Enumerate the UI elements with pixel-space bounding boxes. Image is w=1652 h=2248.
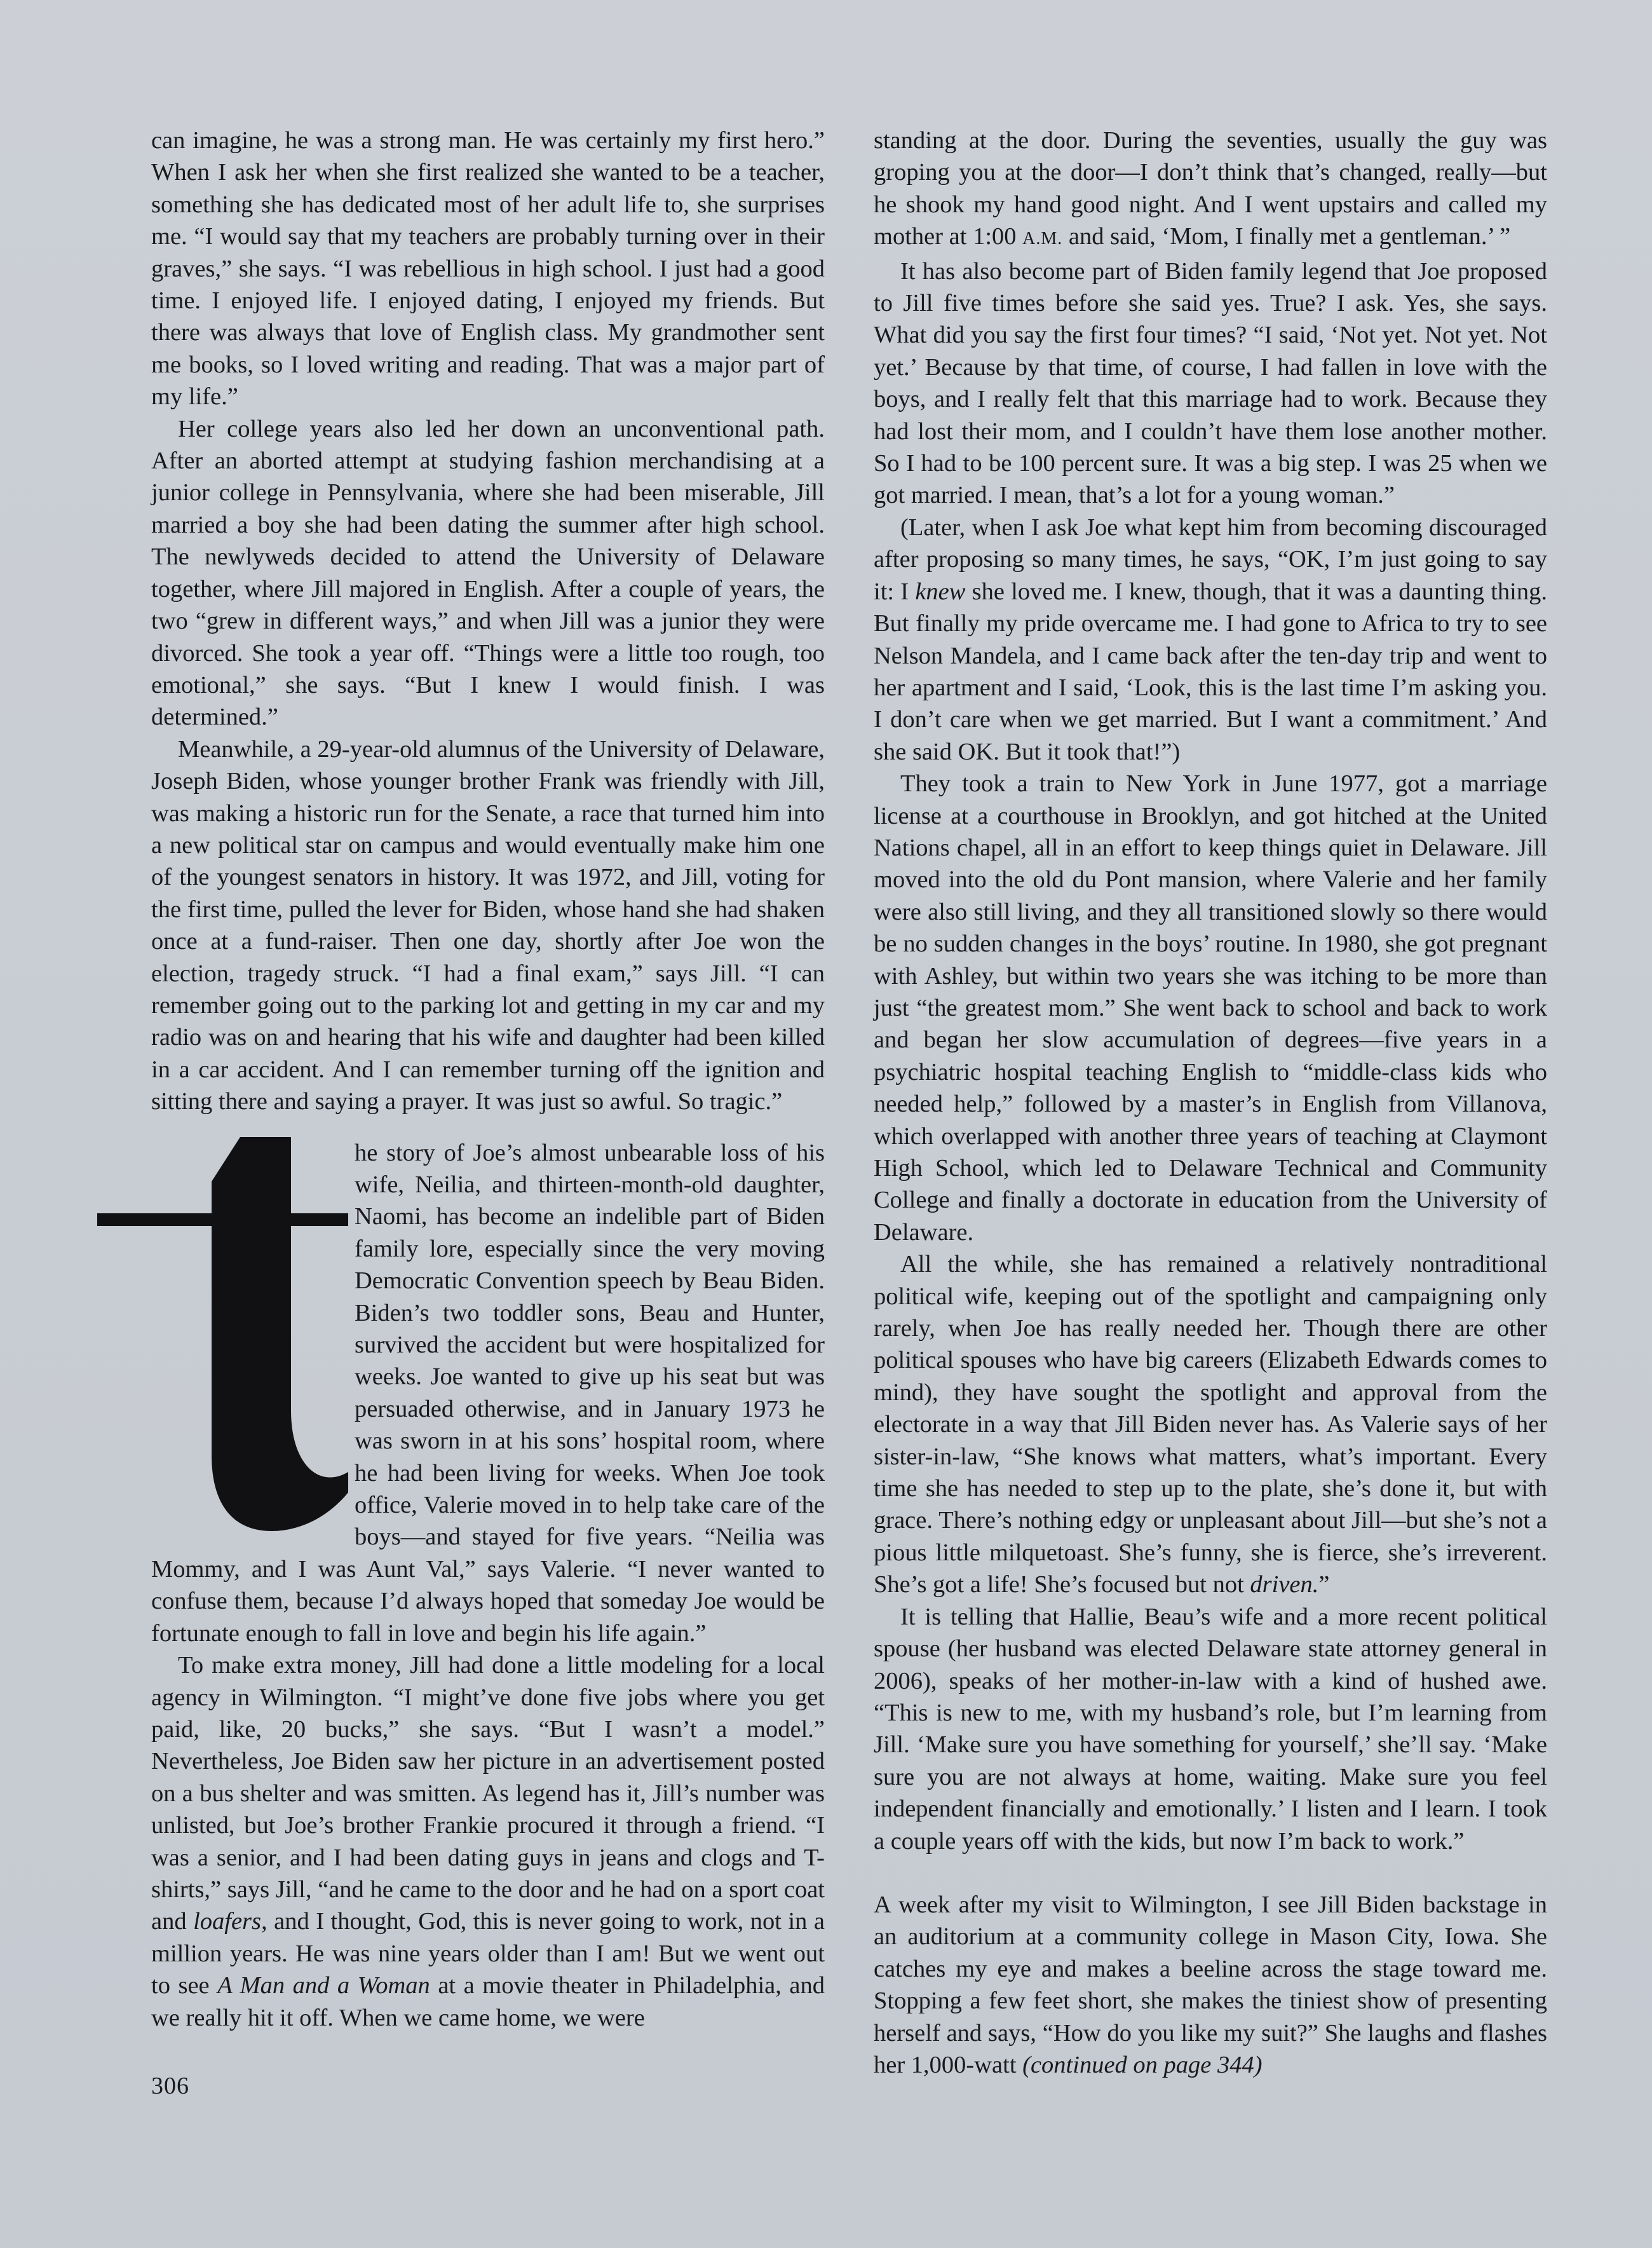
- italic-text: driven.: [1250, 1571, 1319, 1598]
- italic-text: knew: [915, 578, 966, 605]
- paragraph: [874, 512, 1547, 768]
- continuation-note: (continued on page 344): [1022, 2051, 1263, 2078]
- dropcap-t-glyph: [81, 1137, 348, 1531]
- text-run: standing at the door. During the seventies, usually the guy was groping you at the door—I don’t think that’s changed, really—but he shook my hand good night. And I went upstairs and called my mother at 1:00: [874, 127, 1547, 250]
- text-run: (Later, when I ask Joe what kept him from becoming discouraged after proposing so many times, he says, “OK, I’m just going to say it: I: [874, 514, 1547, 605]
- text-run: at a movie theater in Philadelphia, and we really hit it off. When we came home, we were: [151, 1972, 825, 2031]
- movie-title: A Man and a Woman: [217, 1972, 430, 1999]
- paragraph: It is telling that Hallie, Beau’s wife and a more recent political spouse (her husband was elected Delaware state attorney general in 2006), speaks of her mother-in-law with a kind of hushed awe. “This is new to me, with my husband’s role, but I’m learning from Jill. ‘Make sure you have something for yourself,’ she’ll say. ‘Make sure you are not always at home, waiting. Make sure you feel independent financially and emotionally.’ I listen and I learn. I took a couple years off with the kids, but now I’m back to work.”: [874, 1603, 1547, 1855]
- page-number: 306: [151, 2073, 189, 2099]
- text-run: she loved me. I knew, though, that it was a daunting thing. But finally my pride overcame me. I had gone to Africa to try to see Nelson Mandela, and I came back after the ten-day trip and went to her apartment and I said, ‘Look, this is the last time I’m asking you. I don’t care when we get married. But I want a commitment.’ And she said OK. But it took that!”): [874, 578, 1547, 765]
- right-column: [874, 125, 1547, 2081]
- text-run: and said, ‘Mom, I finally met a gentleman.’ ”: [1062, 223, 1511, 250]
- dropcap-section: [151, 1137, 825, 1650]
- text-run: and I thought, God, this is never going to work, not in a million years. He was nine years older than I am! But we went out to see: [151, 1908, 825, 1999]
- paragraph: [151, 1649, 825, 2034]
- left-column: [151, 125, 825, 2034]
- italic-text: loafers,: [193, 1908, 267, 1935]
- text-run: To make extra money, Jill had done a little modeling for a local agency in Wilmington. “I might’ve done five jobs where you get paid, like, 20 bucks,” she says. “But I wasn’t a model.” Nevertheless, Joe Biden saw her picture in an advertisement posted on a bus shelter and was smitten. As legend has it, Jill’s number was unlisted, but Joe’s brother Frankie procured it through a friend. “I was a senior, and I had been dating guys in jeans and clogs and T-shirts,” says Jill, “and he came to the door and he had on a sport coat and: [151, 1652, 825, 1935]
- paragraph: [874, 125, 1547, 255]
- paragraph: They took a train to New York in June 1977, got a marriage license at a courthouse in Brooklyn, and got hitched at the United Nations chapel, all in an effort to keep things quiet in Delaware. Jill moved into the old du Pont mansion, where Valerie and her family were also still living, and they all transitioned slowly so there would be no sudden changes in the boys’ routine. In 1980, she got pregnant with Ashley, but within two years she was itching to be more than just “the greatest mom.” She went back to school and back to work and began her slow accumulation of degrees—five years in a psychiatric hospital teaching English to “middle-class kids who needed help,” followed by a master’s in English from Villanova, which overlapped with another three years of teaching at Claymont High School, which led to Delaware Technical and Community College and finally a doctorate in education from the University of Delaware.: [874, 770, 1547, 1246]
- text-run: All the while, she has remained a relatively nontraditional political wife, keeping out of the spotlight and campaigning only rarely, when Joe has really needed her. Though there are other political spouses who have big careers (Elizabeth Edwards comes to mind), they have sought the spotlight and approval from the electorate in a way that Jill Biden never has. As Valerie says of her sister-in-law, “She knows what matters, what’s important. Every time she has needed to step up to the plate, she’s done it, but with grace. There’s nothing edgy or unpleasant about Jill—but she’s not a pious little milquetoast. She’s funny, she is fierce, she’s irreverent. She’s got a life! She’s focused but not: [874, 1251, 1547, 1598]
- paragraph: [874, 1248, 1547, 1600]
- paragraph: he story of Joe’s almost unbearable loss of his wife, Neilia, and thirteen-month-old daughter, Naomi, has become an indelible part of Biden family lore, especially since the very moving Democratic Convention speech by Beau Biden. Biden’s two toddler sons, Beau and Hunter, survived the accident but were hospitalized for weeks. Joe wanted to give up his seat but was persuaded otherwise, and in January 1973 he was sworn in at his sons’ hospital room, where he had been living for weeks. When Joe took office, Valerie moved in to help take care of the boys—and stayed for five years. “Neilia was Mommy, and I was Aunt Val,” says Valerie. “I never wanted to confuse them, because I’d always hoped that someday Joe would be fortunate enough to fall in love and begin his life again.”: [151, 1139, 825, 1647]
- paragraph: [874, 1889, 1547, 2081]
- paragraph: It has also become part of Biden family legend that Joe proposed to Jill five times before she said yes. True? I ask. Yes, she says. What did you say the first four times? “I said, ‘Not yet. Not yet. Not yet.’ Because by that time, of course, I had fallen in love with the boys, and I really felt that this marriage had to work. Because they had lost their mom, and I couldn’t have them lose another mother. So I had to be 100 percent sure. It was a big step. I was 25 when we got married. I mean, that’s a lot for a young woman.”: [874, 257, 1547, 509]
- dropcap-letter: [151, 1137, 348, 1531]
- paragraph: Meanwhile, a 29-year-old alumnus of the University of Delaware, Joseph Biden, whose younger brother Frank was friendly with Jill, was making a historic run for the Senate, a race that turned him into a new political star on campus and would eventually make him one of the youngest senators in history. It was 1972, and Jill, voting for the first time, pulled the lever for Biden, whose hand she had shaken once at a fund-raiser. Then one day, shortly after Joe won the election, tragedy struck. “I had a final exam,” says Jill. “I can remember going out to the parking lot and getting in my car and my radio was on and hearing that his wife and daughter had been killed in a car accident. And I can remember turning off the ignition and sitting there and saying a prayer. It was just so awful. So tragic.”: [151, 735, 825, 1115]
- small-caps-text: A.M.: [1022, 229, 1063, 249]
- paragraph: Her college years also led her down an unconventional path. After an aborted attempt at studying fashion merchandising at a junior college in Pennsylvania, where she had been miserable, Jill married a boy she had been dating the summer after high school. The newlyweds decided to attend the University of Delaware together, where Jill majored in English. After a couple of years, the two “grew in different ways,” and when Jill was a junior they were divorced. She took a year off. “Things were a little too rough, too emotional,” she says. “But I knew I would finish. I was determined.”: [151, 415, 825, 731]
- text-run: A week after my visit to Wilmington, I see Jill Biden backstage in an auditorium at a community college in Mason City, Iowa. She catches my eye and makes a beeline across the stage toward me. Stopping a few feet short, she makes the tiniest show of presenting herself and says, “How do you like my suit?” She laughs and flashes her 1,000-watt: [874, 1891, 1547, 2078]
- paragraph: can imagine, he was a strong man. He was certainly my first hero.” When I ask her when she first realized she wanted to be a teacher, something she has dedicated most of her adult life to, she surprises me. “I would say that my teachers are probably turning over in their graves,” she says. “I was rebellious in high school. I just had a good time. I enjoyed life. I enjoyed dating, I enjoyed my friends. But there was always that love of English class. My grandmother sent me books, so I loved writing and reading. That was a major part of my life.”: [151, 127, 825, 411]
- text-run: ”: [1318, 1571, 1330, 1598]
